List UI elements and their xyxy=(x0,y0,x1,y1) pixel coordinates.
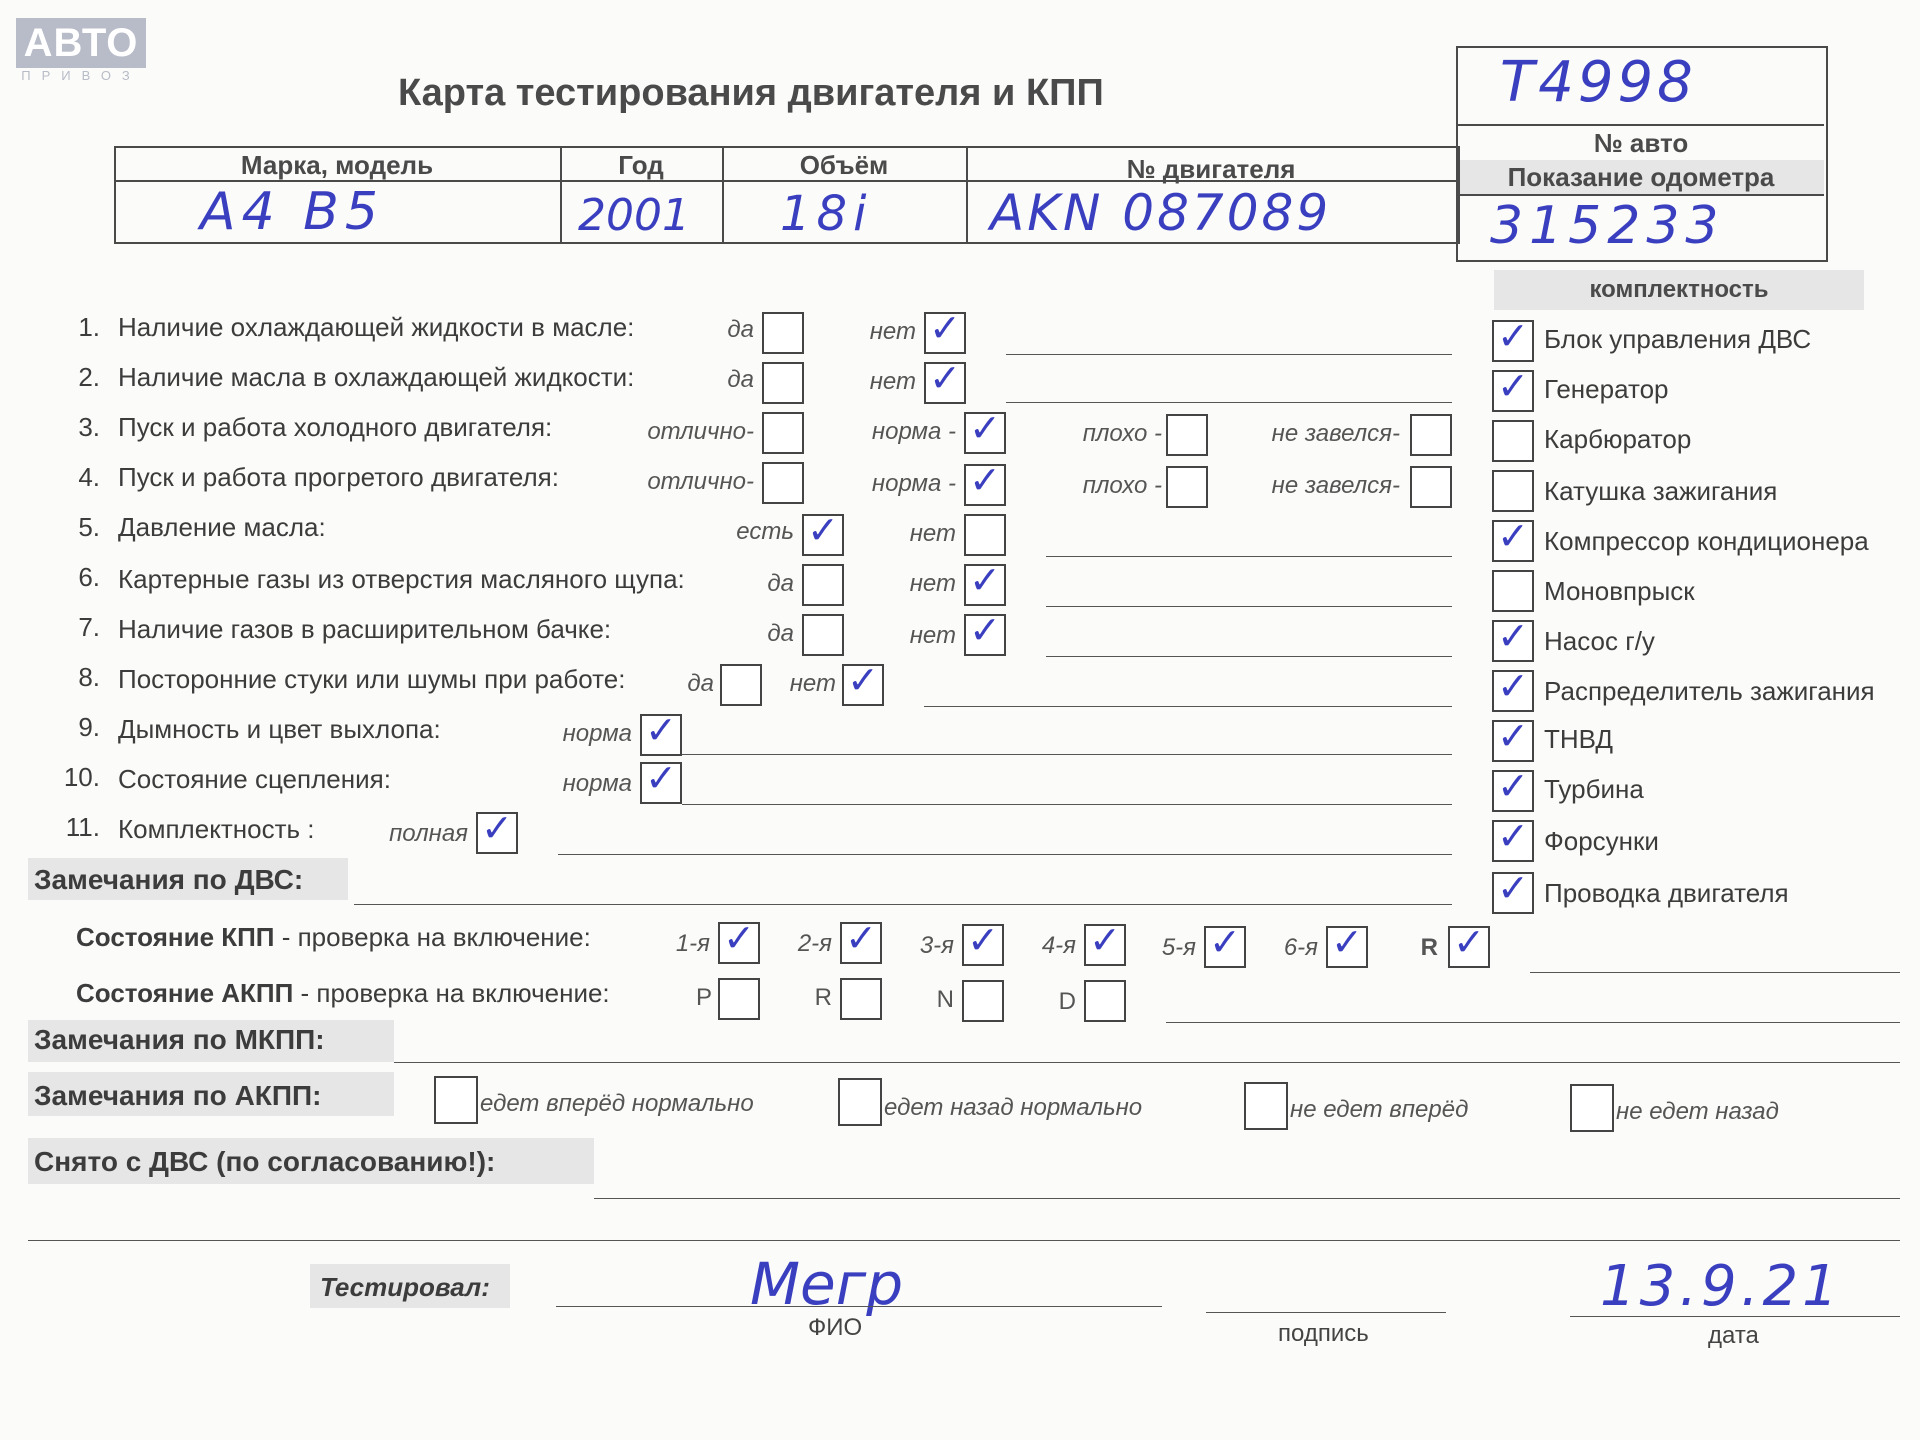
col-engine-number: № двигателя xyxy=(1126,154,1296,184)
kit-label: Катушка зажигания xyxy=(1544,476,1778,506)
option-label: да xyxy=(727,316,754,343)
option-checkbox[interactable] xyxy=(762,462,804,504)
kit-checkbox[interactable]: ✓ xyxy=(1492,872,1534,914)
item-number: 5. xyxy=(78,512,100,542)
tester-signature: Мегр xyxy=(750,1250,904,1318)
option-checkbox[interactable]: ✓ xyxy=(476,812,518,854)
option-checkbox[interactable]: ✓ xyxy=(964,412,1006,454)
removed-label: Снято с ДВС (по согласованию!): xyxy=(34,1146,496,1177)
option-label: нет xyxy=(789,670,836,697)
akpp-no-forward-label: не едет вперёд xyxy=(1290,1096,1469,1123)
akpp-no-forward-checkbox[interactable] xyxy=(1244,1082,1288,1130)
gear-label: P xyxy=(695,984,712,1011)
gear-label: 1-я xyxy=(675,930,710,957)
gear-checkbox[interactable]: ✓ xyxy=(962,924,1004,966)
gear-label: 3-я xyxy=(919,932,954,959)
kit-label: Компрессор кондиционера xyxy=(1544,526,1869,556)
option-label: да xyxy=(687,670,714,697)
item-label: Пуск и работа холодного двигателя: xyxy=(118,412,553,442)
option-checkbox[interactable]: ✓ xyxy=(842,664,884,706)
remarks-dvs-label: Замечания по ДВС: xyxy=(34,864,304,895)
item-number: 6. xyxy=(78,562,100,592)
item-number: 1. xyxy=(78,312,100,342)
akpp-forward-ok-label: едет вперёд нормально xyxy=(480,1090,754,1117)
col-year: Год xyxy=(618,150,664,180)
option-checkbox[interactable] xyxy=(720,664,762,706)
option-label: отлично- xyxy=(647,418,754,445)
gear-checkbox[interactable]: ✓ xyxy=(1326,926,1368,968)
gear-checkbox[interactable] xyxy=(840,978,882,1020)
item-label: Картерные газы из отверстия масляного щупа: xyxy=(118,564,685,594)
item-label: Состояние сцепления: xyxy=(118,764,391,794)
gear-checkbox[interactable] xyxy=(1084,980,1126,1022)
option-label: нет xyxy=(909,520,956,547)
kit-label: ТНВД xyxy=(1544,724,1614,754)
option-label: не завелся- xyxy=(1271,420,1400,447)
kit-checkbox[interactable]: ✓ xyxy=(1492,520,1534,562)
option-checkbox[interactable] xyxy=(1166,466,1208,508)
option-checkbox[interactable] xyxy=(1410,466,1452,508)
tested-label: Тестировал: xyxy=(320,1272,490,1302)
gear-label: 2-я xyxy=(797,930,832,957)
kit-checkbox[interactable] xyxy=(1492,470,1534,512)
kit-label: Генератор xyxy=(1544,374,1669,404)
akpp-label: Состояние АКПП - проверка на включение: xyxy=(76,978,610,1008)
option-label: норма xyxy=(562,770,632,797)
option-checkbox[interactable] xyxy=(1166,414,1208,456)
option-label: не завелся- xyxy=(1271,472,1400,499)
item-number: 2. xyxy=(78,362,100,392)
item-number: 8. xyxy=(78,662,100,692)
kit-label: Блок управления ДВС xyxy=(1544,324,1812,354)
item-label: Дымность и цвет выхлопа: xyxy=(118,714,441,744)
car-number-label: № авто xyxy=(1593,128,1689,158)
option-label: отлично- xyxy=(647,468,754,495)
brand-model-value: A4 B5 xyxy=(200,182,384,242)
item-label: Пуск и работа прогретого двигателя: xyxy=(118,462,559,492)
gear-checkbox[interactable] xyxy=(718,978,760,1020)
kit-label: Насос г/у xyxy=(1544,626,1655,656)
date-label: дата xyxy=(1708,1322,1759,1349)
option-checkbox[interactable] xyxy=(802,614,844,656)
year-value: 2001 xyxy=(578,190,690,241)
kit-label: Моновпрыск xyxy=(1544,576,1695,606)
remarks-mkpp-label: Замечания по МКПП: xyxy=(34,1024,325,1055)
gear-checkbox[interactable]: ✓ xyxy=(1084,924,1126,966)
volume-value: 18i xyxy=(780,186,873,242)
gear-checkbox[interactable] xyxy=(962,980,1004,1022)
option-checkbox[interactable]: ✓ xyxy=(640,714,682,756)
col-brand-model: Марка, модель xyxy=(240,150,434,180)
engine-number-value: AKN 087089 xyxy=(990,184,1332,242)
item-label: Давление масла: xyxy=(118,512,326,542)
akpp-no-backward-checkbox[interactable] xyxy=(1570,1084,1614,1132)
option-checkbox[interactable]: ✓ xyxy=(964,464,1006,506)
item-number: 7. xyxy=(78,612,100,642)
akpp-forward-ok-checkbox[interactable] xyxy=(434,1076,478,1124)
option-label: нет xyxy=(869,368,916,395)
item-label: Комплектность : xyxy=(118,814,315,844)
item-label: Наличие охлаждающей жидкости в масле: xyxy=(118,312,635,342)
kit-checkbox[interactable]: ✓ xyxy=(1492,370,1534,412)
option-label: плохо - xyxy=(1082,420,1162,447)
kit-label: Проводка двигателя xyxy=(1544,878,1789,908)
gear-label: D xyxy=(1058,988,1076,1015)
item-label: Наличие масла в охлаждающей жидкости: xyxy=(118,362,635,392)
kit-checkbox[interactable]: ✓ xyxy=(1492,820,1534,862)
kit-checkbox[interactable]: ✓ xyxy=(1492,620,1534,662)
kit-checkbox[interactable]: ✓ xyxy=(1492,720,1534,762)
item-label: Посторонние стуки или шумы при работе: xyxy=(118,664,626,694)
option-checkbox[interactable]: ✓ xyxy=(964,564,1006,606)
option-label: да xyxy=(767,620,794,647)
kit-header: комплектность xyxy=(1589,276,1769,303)
page-title: Карта тестирования двигателя и КПП xyxy=(398,72,1104,114)
option-label: да xyxy=(727,366,754,393)
sign-label: подпись xyxy=(1278,1320,1369,1347)
logo-subtitle: ПРИВОЗ xyxy=(21,68,141,83)
akpp-backward-ok-label: едет назад нормально xyxy=(884,1094,1143,1121)
item-number: 3. xyxy=(78,412,100,442)
option-label: есть xyxy=(736,518,794,545)
test-date: 13.9.21 xyxy=(1600,1254,1842,1319)
kpp-label: Состояние КПП - проверка на включение: xyxy=(76,922,591,952)
logo: АВТО xyxy=(16,18,146,68)
gear-label: R xyxy=(814,984,832,1011)
gear-checkbox[interactable]: ✓ xyxy=(1204,926,1246,968)
kit-checkbox[interactable] xyxy=(1492,570,1534,612)
kit-label: Распределитель зажигания xyxy=(1544,676,1875,706)
item-number: 9. xyxy=(78,712,100,742)
odometer-label: Показание одометра xyxy=(1507,162,1775,192)
gear-label: 5-я xyxy=(1161,934,1196,961)
kit-label: Карбюратор xyxy=(1544,424,1692,454)
option-checkbox[interactable]: ✓ xyxy=(924,312,966,354)
option-checkbox[interactable]: ✓ xyxy=(802,514,844,556)
item-number: 10. xyxy=(63,762,100,792)
odometer-value: 315233 xyxy=(1490,196,1725,256)
option-checkbox[interactable] xyxy=(802,564,844,606)
option-checkbox[interactable]: ✓ xyxy=(640,762,682,804)
option-checkbox[interactable] xyxy=(762,312,804,354)
option-label: нет xyxy=(869,318,916,345)
car-number-value: T4998 xyxy=(1500,50,1697,115)
gear-label: 4-я xyxy=(1041,932,1076,959)
option-checkbox[interactable]: ✓ xyxy=(924,362,966,404)
item-number: 11. xyxy=(65,812,100,842)
option-label: норма - xyxy=(871,418,956,445)
option-checkbox[interactable] xyxy=(964,514,1006,556)
remarks-akpp-label: Замечания по АКПП: xyxy=(34,1080,322,1111)
kit-checkbox[interactable]: ✓ xyxy=(1492,770,1534,812)
option-label: да xyxy=(767,570,794,597)
option-label: норма xyxy=(562,720,632,747)
kit-label: Турбина xyxy=(1544,774,1644,804)
kit-checkbox[interactable] xyxy=(1492,420,1534,462)
kit-checkbox[interactable]: ✓ xyxy=(1492,320,1534,362)
fio-label: ФИО xyxy=(808,1314,863,1341)
option-checkbox[interactable]: ✓ xyxy=(964,614,1006,656)
item-label: Наличие газов в расширительном бачке: xyxy=(118,614,612,644)
kit-checkbox[interactable]: ✓ xyxy=(1492,670,1534,712)
option-label: полная xyxy=(389,820,468,847)
col-volume: Объём xyxy=(799,150,889,180)
gear-label: 6-я xyxy=(1283,934,1318,961)
gear-checkbox[interactable]: ✓ xyxy=(1448,926,1490,968)
gear-label: N xyxy=(936,986,954,1013)
gear-checkbox[interactable]: ✓ xyxy=(840,922,882,964)
option-label: нет xyxy=(909,622,956,649)
akpp-no-backward-label: не едет назад xyxy=(1616,1098,1779,1125)
option-label: плохо - xyxy=(1082,472,1162,499)
gear-checkbox[interactable]: ✓ xyxy=(718,922,760,964)
option-label: норма - xyxy=(871,470,956,497)
option-checkbox[interactable] xyxy=(762,412,804,454)
kit-label: Форсунки xyxy=(1544,826,1659,856)
akpp-backward-ok-checkbox[interactable] xyxy=(838,1078,882,1126)
option-checkbox[interactable] xyxy=(1410,414,1452,456)
gear-label: R xyxy=(1420,934,1438,961)
option-checkbox[interactable] xyxy=(762,362,804,404)
option-label: нет xyxy=(909,570,956,597)
item-number: 4. xyxy=(78,462,100,492)
